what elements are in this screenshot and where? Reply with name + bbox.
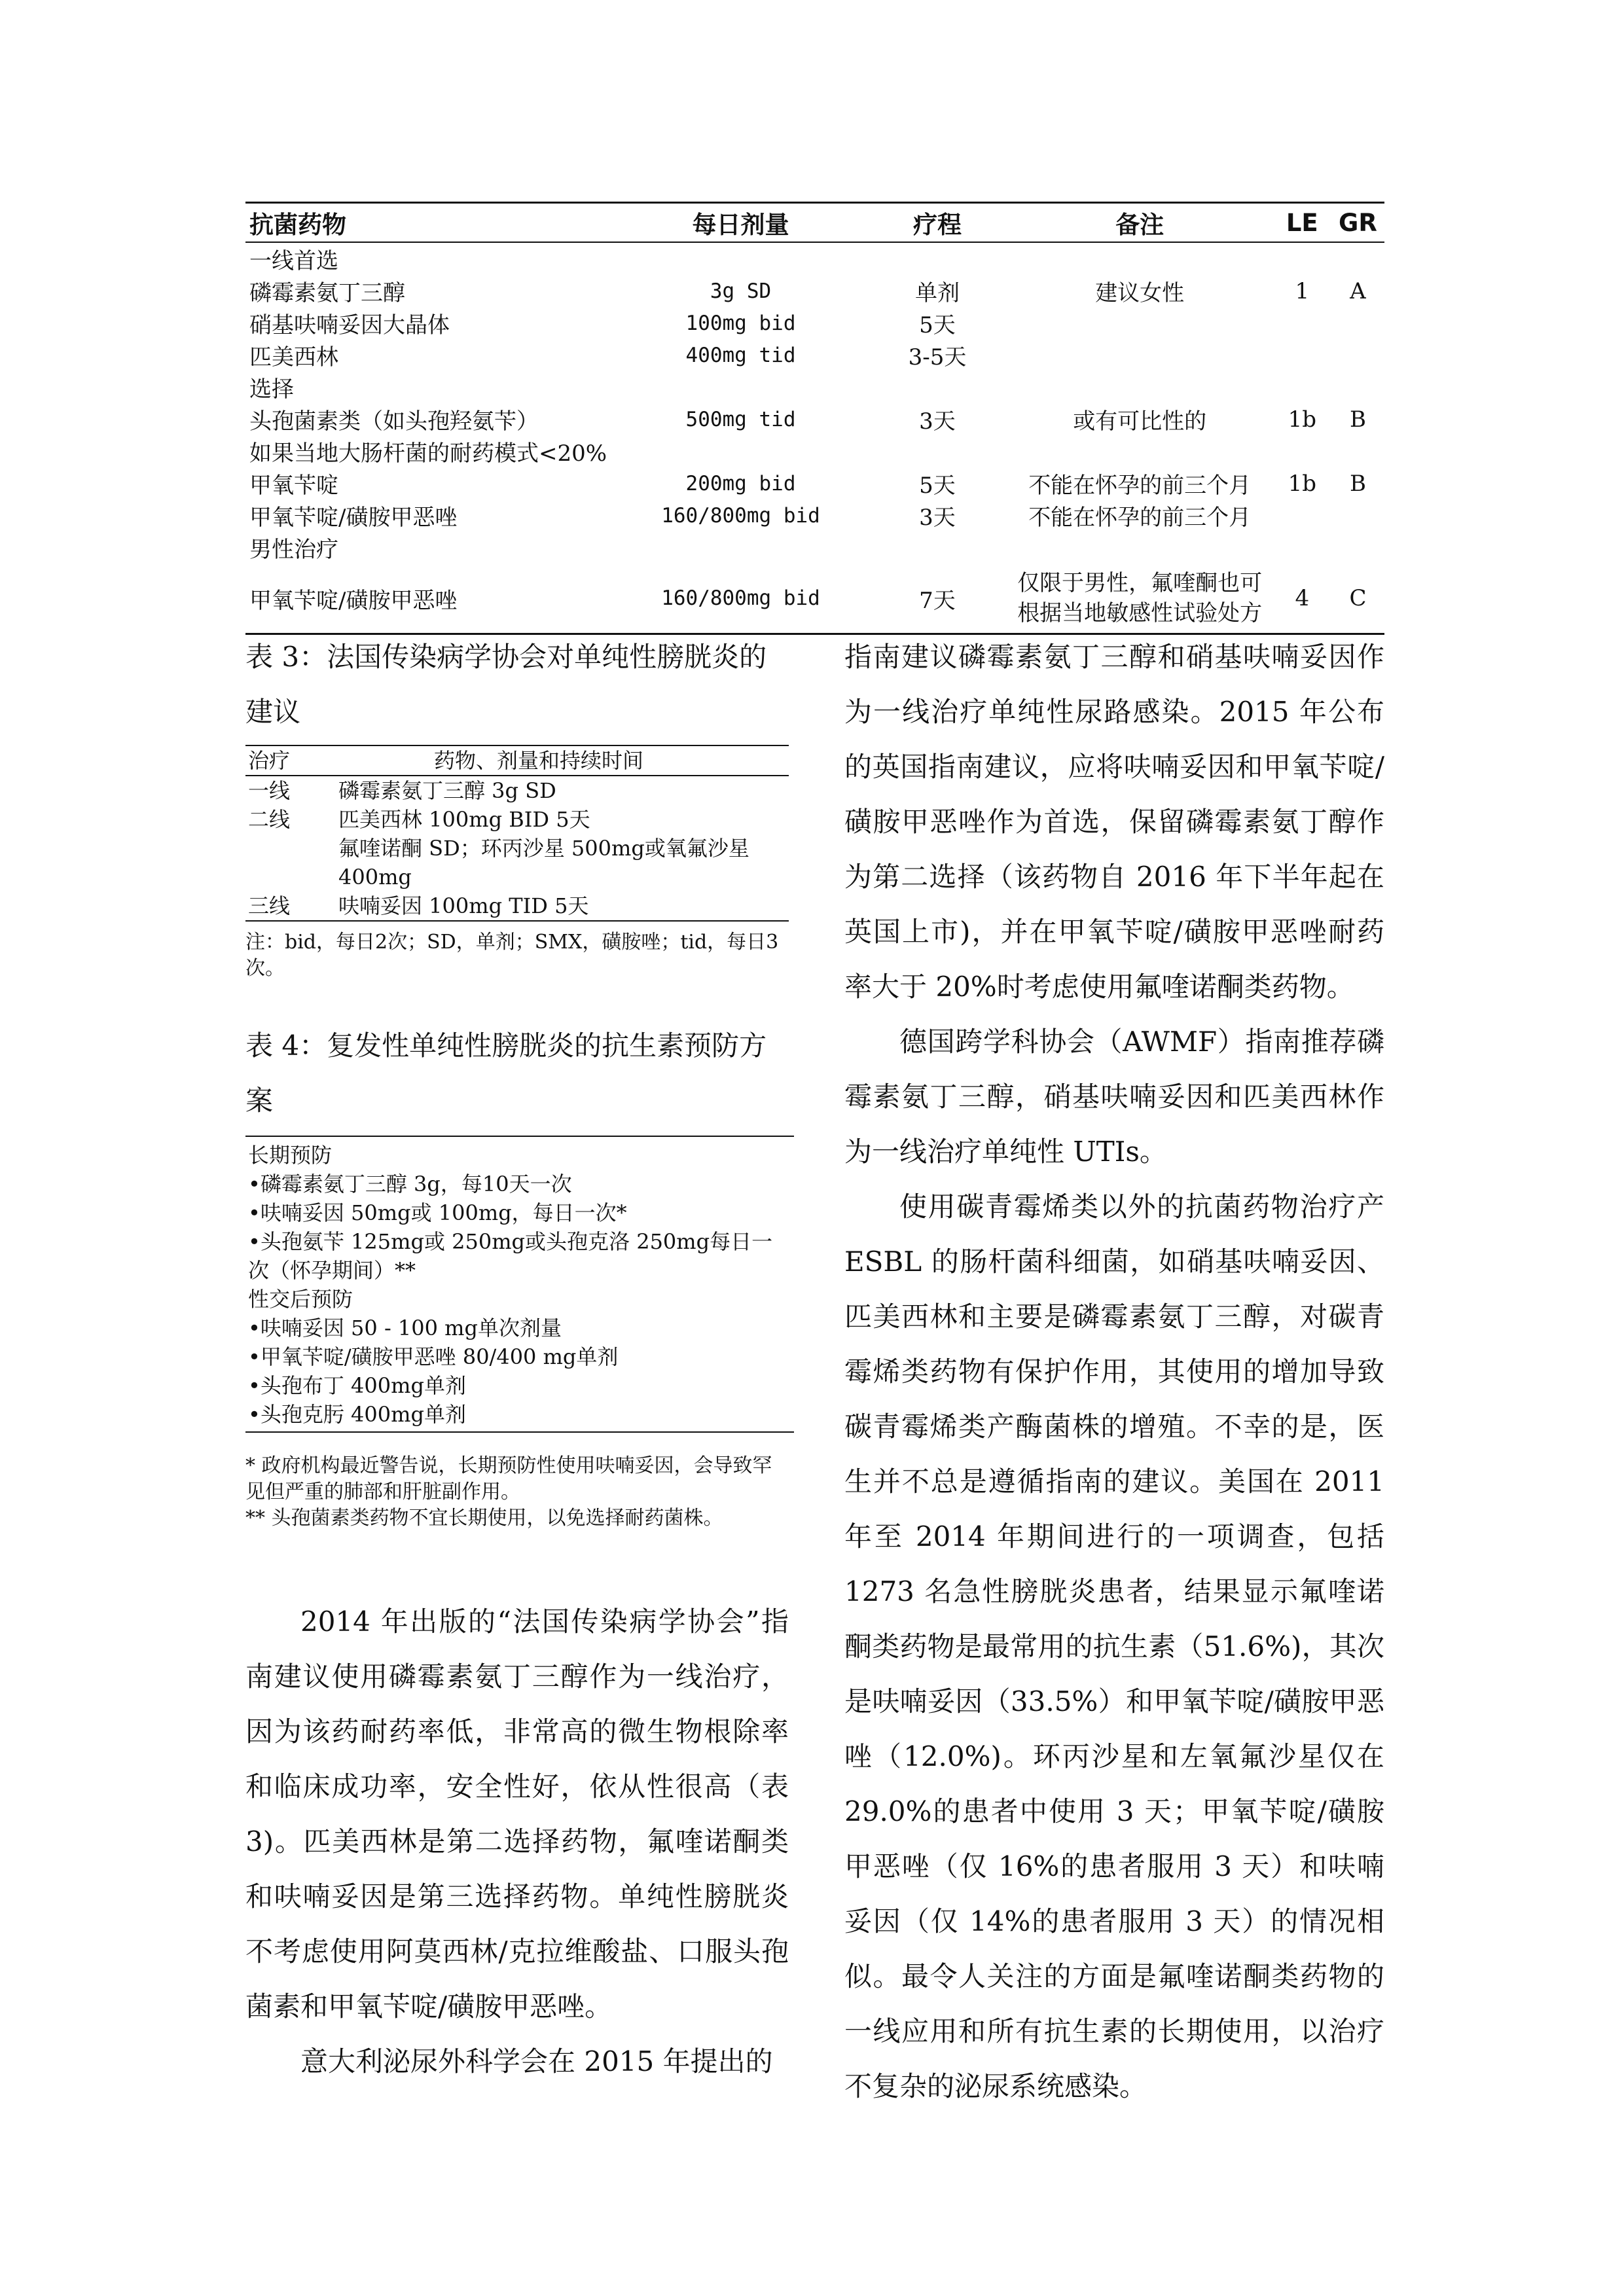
cell-course <box>868 371 1007 403</box>
cell-drug: 如果当地大肠杆菌的耐药模式<20% <box>249 440 607 467</box>
cell-le: 4 <box>1273 564 1331 634</box>
cell-le <box>1273 242 1331 275</box>
cell-gr <box>1331 435 1384 467</box>
cell-note: 建议女性 <box>1095 280 1185 306</box>
cell-course <box>868 531 1007 564</box>
table3-line <box>245 834 336 891</box>
cell-dose: 100mg bid <box>685 311 796 335</box>
cell-note: 仅限于男性，氟喹酮也可根据当地敏感性试验处方 <box>1007 564 1273 634</box>
header-note: 备注 <box>1007 203 1273 243</box>
table4-note: * 政府机构最近警告说，长期预防性使用呋喃妥因，会导致罕见但严重的肺部和肝脏副作用。 <box>245 1454 772 1503</box>
cell-dose: 3g SD <box>710 279 772 303</box>
table-row <box>245 242 1384 275</box>
cell-dose: 160/800mg bid <box>613 564 868 634</box>
table3-header-row <box>245 745 789 776</box>
cell-gr: B <box>1349 470 1366 497</box>
table3-note: 注：bid，每日2次；SD，单剂；SMX，磺胺唑；tid，每日3次。 <box>245 931 779 980</box>
cell-le: 1b <box>1288 406 1316 433</box>
cell-le <box>1273 371 1331 403</box>
header-le: LE <box>1273 203 1331 243</box>
cell-gr <box>1331 499 1384 531</box>
table-row <box>245 339 1384 371</box>
table-row <box>245 834 789 891</box>
header-gr: GR <box>1331 203 1384 243</box>
cell-dose <box>613 242 868 275</box>
table4-row: •头孢氨苄 125mg或 250mg或头孢克洛 250mg每日一次（怀孕期间）** <box>248 1229 773 1283</box>
cell-course: 3天 <box>919 505 956 531</box>
cell-note: 或有可比性的 <box>1073 408 1207 435</box>
paragraph: 德国跨学科协会（AWMF）指南推荐磷霉素氨丁三醇，硝基呋喃妥因和匹美西林作为一线治疗单纯性 UTIs。 <box>844 1026 1384 1168</box>
cell-note <box>1007 242 1273 275</box>
cell-drug: 选择 <box>249 376 294 403</box>
table3-drug: 氟喹诺酮 SD；环丙沙星 500mg或氧氟沙星 400mg <box>338 836 749 889</box>
cell-note <box>1007 531 1273 564</box>
table4-caption: 表 4：复发性单纯性膀胱炎的抗生素预防方案 <box>245 1030 767 1117</box>
table-row <box>245 499 1384 531</box>
cell-course <box>868 242 1007 275</box>
table-row <box>245 564 1384 634</box>
antibiotic-table <box>245 202 1384 635</box>
table-row <box>245 371 1384 403</box>
cell-gr: B <box>1349 406 1366 433</box>
cell-le <box>1273 307 1331 339</box>
table3-drug: 磷霉素氨丁三醇 3g SD <box>338 778 556 803</box>
cell-le: 1b <box>1288 470 1316 497</box>
table4-row: •头孢克肟 400mg单剂 <box>248 1402 466 1427</box>
table4-notes <box>245 1453 789 1532</box>
table-row <box>245 805 789 834</box>
table4-row: •甲氧苄啶/磺胺甲恶唑 80/400 mg单剂 <box>248 1344 619 1369</box>
cell-course: 5天 <box>919 312 956 338</box>
table3-line: 一线 <box>248 778 291 803</box>
table-row <box>245 776 789 805</box>
table4-row: 性交后预防 <box>248 1287 353 1312</box>
table4-row: •呋喃妥因 50 - 100 mg单次剂量 <box>248 1316 562 1340</box>
cell-note: 不能在怀孕的前三个月 <box>1028 473 1252 499</box>
cell-gr: C <box>1331 564 1384 634</box>
table-row <box>245 307 1384 339</box>
paragraph: 指南建议磷霉素氨丁三醇和硝基呋喃妥因作为一线治疗单纯性尿路感染。2015 年公布的英国指南建议，应将呋喃妥因和甲氧苄啶/磺胺甲恶唑作为首选，保留磷霉素氨丁醇作为第二选择（该药物自 2016 年下半年起在英国上市)，并在甲氧苄啶/磺胺甲恶唑耐药率大于 20%时考虑使用氟喹诺酮类药物。 <box>844 641 1384 1003</box>
cell-dose: 200mg bid <box>685 471 796 495</box>
table4-row: •头孢布丁 400mg单剂 <box>248 1373 466 1398</box>
cell-dose <box>613 531 868 564</box>
cell-drug: 磷霉素氨丁三醇 <box>249 280 405 306</box>
table-row <box>245 275 1384 307</box>
header-drug: 抗菌药物 <box>245 203 613 243</box>
cell-le <box>1273 435 1331 467</box>
cell-dose: 160/800mg bid <box>661 503 820 528</box>
table3-caption: 表 3：法国传染病学协会对单纯性膀胱炎的建议 <box>245 641 767 728</box>
cell-le <box>1273 339 1331 371</box>
table4-row: •呋喃妥因 50mg或 100mg，每日一次* <box>248 1200 627 1225</box>
left-body-text <box>245 1594 789 2089</box>
cell-le <box>1273 531 1331 564</box>
cell-course: 7天 <box>868 564 1007 634</box>
cell-le <box>1273 499 1331 531</box>
table3-header-treatment: 治疗 <box>248 748 291 773</box>
table-row <box>245 467 1384 499</box>
table-row <box>245 531 1384 564</box>
table4 <box>245 1136 794 1433</box>
cell-gr <box>1331 339 1384 371</box>
cell-note <box>1007 435 1273 467</box>
cell-le: 1 <box>1295 278 1310 304</box>
cell-note <box>1007 371 1273 403</box>
table3-drug: 匹美西林 100mg BID 5天 <box>338 807 590 832</box>
table-row <box>245 435 1384 467</box>
cell-drug: 甲氧苄啶/磺胺甲恶唑 <box>245 564 613 634</box>
cell-dose: 400mg tid <box>685 343 796 367</box>
header-course: 疗程 <box>868 203 1007 243</box>
table-row <box>245 403 1384 435</box>
paragraph: 2014 年出版的“法国传染病学协会”指南建议使用磷霉素氨丁三醇作为一线治疗，因为该药耐药率低，非常高的微生物根除率和临床成功率，安全性好，依从性很高（表 3)。匹美西林是第二选择药物，氟喹诺酮类和呋喃妥因是第三选择药物。单纯性膀胱炎不考虑使用阿莫西林/克拉维酸盐、口服头孢菌素和甲氧苄啶/磺胺甲恶唑。 <box>245 1605 789 2022</box>
cell-course: 5天 <box>919 473 956 499</box>
cell-course: 3天 <box>919 408 956 435</box>
cell-drug: 头孢菌素类（如头孢羟氨苄） <box>249 408 539 435</box>
table4-row: 长期预防 <box>248 1143 333 1168</box>
table3-line: 三线 <box>248 893 291 918</box>
header-dose: 每日剂量 <box>613 203 868 243</box>
cell-course: 3-5天 <box>908 344 967 370</box>
cell-gr: A <box>1350 278 1366 304</box>
cell-gr <box>1331 307 1384 339</box>
paragraph: 意大利泌尿外科学会在 2015 年提出的 <box>300 2045 773 2077</box>
cell-drug: 硝基呋喃妥因大晶体 <box>249 312 450 338</box>
table3-header-drug: 药物、剂量和持续时间 <box>434 748 644 773</box>
cell-drug: 匹美西林 <box>249 344 338 370</box>
cell-gr <box>1331 242 1384 275</box>
cell-note <box>1007 339 1273 371</box>
cell-gr <box>1331 371 1384 403</box>
table4-note: ** 头孢菌素类药物不宜长期使用，以免选择耐药菌株。 <box>245 1507 723 1530</box>
table4-row: •磷霉素氨丁三醇 3g，每10天一次 <box>248 1172 572 1196</box>
table3-line: 二线 <box>248 807 291 832</box>
cell-drug: 甲氧苄啶 <box>249 473 338 499</box>
right-body-text <box>844 630 1384 2114</box>
cell-drug: 男性治疗 <box>249 537 338 563</box>
table3-drug: 呋喃妥因 100mg TID 5天 <box>338 893 589 918</box>
cell-course: 单剂 <box>914 280 960 306</box>
cell-note: 不能在怀孕的前三个月 <box>1028 505 1252 531</box>
table-header-row <box>245 203 1384 243</box>
paragraph: 使用碳青霉烯类以外的抗菌药物治疗产 ESBL 的肠杆菌科细菌，如硝基呋喃妥因、匹美西林和主要是磷霉素氨丁三醇，对碳青霉烯类药物有保护作用，其使用的增加导致碳青霉烯类产酶菌株的增殖。不幸的是，医生并不总是遵循指南的建议。美国在 2011 年至 2014 年期间进行的一项调查，包括 1273 名急性膀胱炎患者，结果显示氟喹诺酮类药物是最常用的抗生素（51.6%)，其次是呋喃妥因（33.5%）和甲氧苄啶/磺胺甲恶唑（12.0%)。环丙沙星和左氧氟沙星仅在 29.0%的患者中使用 3 天；甲氧苄啶/磺胺甲恶唑（仅 16%的患者服用 3 天）和呋喃妥因（仅 14%的患者服用 3 天）的情况相似。最令人关注的方面是氟喹诺酮类药物的一线应用和所有抗生素的长期使用，以治疗不复杂的泌尿系统感染。 <box>844 1191 1384 2102</box>
cell-dose <box>613 371 868 403</box>
cell-note <box>1007 307 1273 339</box>
table3 <box>245 745 789 922</box>
cell-drug: 一线首选 <box>249 248 338 274</box>
table-row <box>245 891 789 921</box>
cell-drug: 甲氧苄啶/磺胺甲恶唑 <box>249 505 458 531</box>
cell-dose: 500mg tid <box>685 407 796 431</box>
cell-gr <box>1331 531 1384 564</box>
